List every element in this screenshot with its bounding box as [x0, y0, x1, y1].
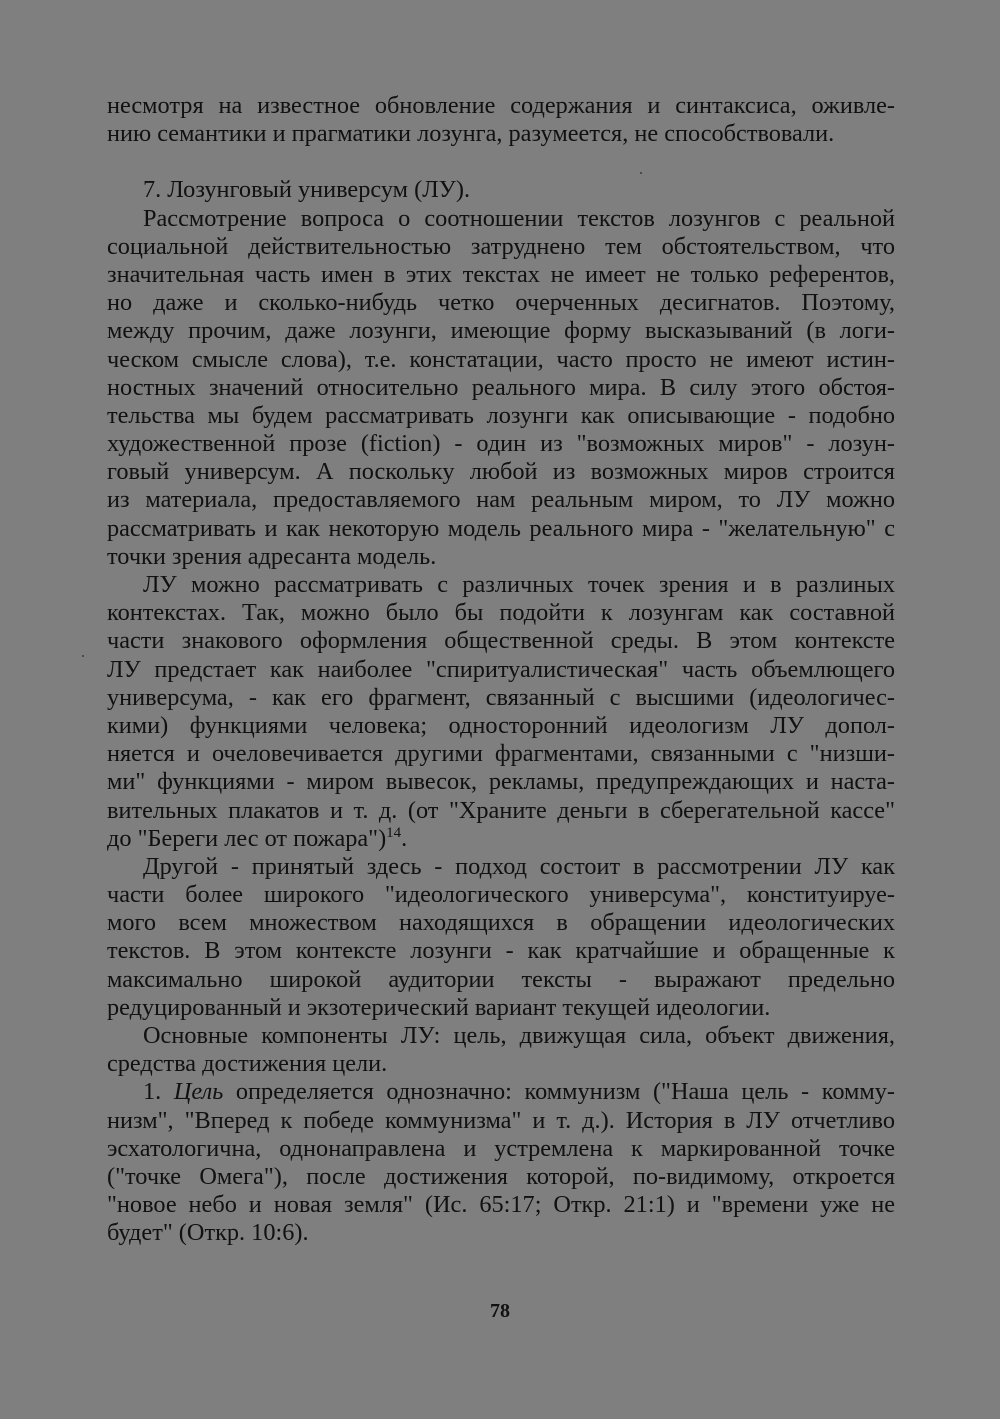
text-line: максимально широкой аудитории тексты - выражают предельно — [107, 965, 895, 993]
text-line: универсума, - как его фрагмент, связанный с высшими (идеологичес- — [107, 683, 895, 711]
sentence-end: . — [401, 824, 408, 852]
paragraph-list-item — [107, 1078, 895, 1247]
text-line: контекстах. Так, можно было бы подойти к лозунгам как составной — [107, 599, 895, 627]
paragraph — [107, 1022, 895, 1078]
paragraph — [107, 205, 895, 571]
text-line: няется и очеловечивается другими фрагментами, связанными с "низши- — [107, 740, 895, 768]
text-line: "новое небо и новая земля" (Ис. 65:17; Откр. 21:1) и "времени уже не — [107, 1191, 895, 1219]
text-line: художественной прозе (fiction) - один из "возможных миров" - лозун- — [107, 430, 895, 458]
text-line: ЛУ можно рассматривать с различных точек зрения и в разлиных — [143, 571, 895, 598]
text-line: средства достижения цели. — [107, 1050, 388, 1078]
page-body — [107, 92, 895, 1248]
text-line: социальной действительностью затруднено тем обстоятельством, что — [107, 232, 895, 260]
text-line: ческом смысле слова), т.е. констатации, часто просто не имеют истин- — [107, 345, 895, 373]
text-line-content: до "Береги лес от пожара") — [107, 824, 387, 852]
text-line: между прочим, даже лозунги, имеющие форму высказываний (в логи- — [107, 317, 895, 345]
text-line: но даже и сколько-нибудь четко очерченных десигнатов. Поэтому, — [107, 289, 895, 317]
text-line: будет" (Откр. 10:6). — [107, 1219, 309, 1247]
text-line: ("точке Омега"), после достижения которой, по-видимому, откроется — [107, 1162, 895, 1190]
text-line: нию семантики и прагматики лозунга, разумеется, не способствовали. — [107, 120, 835, 148]
page-number: 78 — [490, 1300, 510, 1322]
text-line: мого всем множеством находящихся в обращении идеологических — [107, 909, 895, 937]
paragraph-gap — [107, 148, 895, 176]
text-line: части более широкого "идеологического универсума", конституируе- — [107, 881, 895, 909]
scan-speck — [640, 172, 642, 174]
text-line: кими) функциями человека; односторонний идеологизм ЛУ допол- — [107, 711, 895, 739]
text-line: значительная часть имен в этих текстах не имеет не только референтов, — [107, 260, 895, 288]
text-line: эсхатологична, однонаправлена и устремлена к маркированной точке — [107, 1134, 895, 1162]
list-term: Цель — [173, 1078, 224, 1106]
paragraph-continuation — [107, 92, 895, 148]
text-line: вительных плакатов и т. д. (от "Храните деньги в сберегательной кассе" — [107, 796, 895, 824]
text-line: ми" функциями - миром вывесок, рекламы, предупреждающих и наста- — [107, 768, 895, 796]
text-line: точки зрения адресанта модель. — [107, 542, 437, 570]
text-line: ностных значений относительно реального мира. В силу этого обстоя- — [107, 373, 895, 401]
text-line: несмотря на известное обновление содержания и синтаксиса, оживле- — [107, 92, 895, 119]
section-title: 7. Лозунговый универсум (ЛУ). — [143, 176, 471, 204]
scan-speck — [82, 655, 84, 657]
text-line: из материала, предоставляемого нам реальным миром, то ЛУ можно — [107, 486, 895, 514]
text-line: Основные компоненты ЛУ: цель, движущая сила, объект движения, — [143, 1022, 895, 1049]
text-line: редуцированный и экзотерический вариант текущей идеологии. — [107, 993, 771, 1021]
section-heading — [107, 176, 895, 204]
text-line — [107, 825, 895, 853]
paragraph — [107, 571, 895, 853]
text-line: тельства мы будем рассматривать лозунги как описывающие - подобно — [107, 401, 895, 429]
paragraph — [107, 853, 895, 1022]
text-line: рассматривать и как некоторую модель реального мира - "желательную" с — [107, 514, 895, 542]
text-line: части знакового оформления общественной среды. В этом контексте — [107, 627, 895, 655]
text-line: текстов. В этом контексте лозунги - как кратчайшие и обращенные к — [107, 937, 895, 965]
list-number: 1. — [143, 1078, 162, 1106]
text-line-content: определяется однозначно: коммунизм ("Наша цель - комму- — [235, 1078, 896, 1106]
text-line: Другой - принятый здесь - подход состоит в рассмотрении ЛУ как — [143, 852, 895, 880]
footnote-reference[interactable]: 14 — [386, 824, 402, 841]
text-line: Рассмотрение вопроса о соотношении текстов лозунгов с реальной — [143, 204, 895, 232]
text-line: ЛУ предстает как наиболее "спиритуалистическая" часть объемлющего — [107, 655, 895, 683]
text-line: говый универсум. А поскольку любой из возможных миров строится — [107, 458, 895, 486]
text-line — [107, 1078, 895, 1106]
text-line: низм", "Вперед к победе коммунизма" и т. д.). История в ЛУ отчетливо — [107, 1106, 895, 1134]
